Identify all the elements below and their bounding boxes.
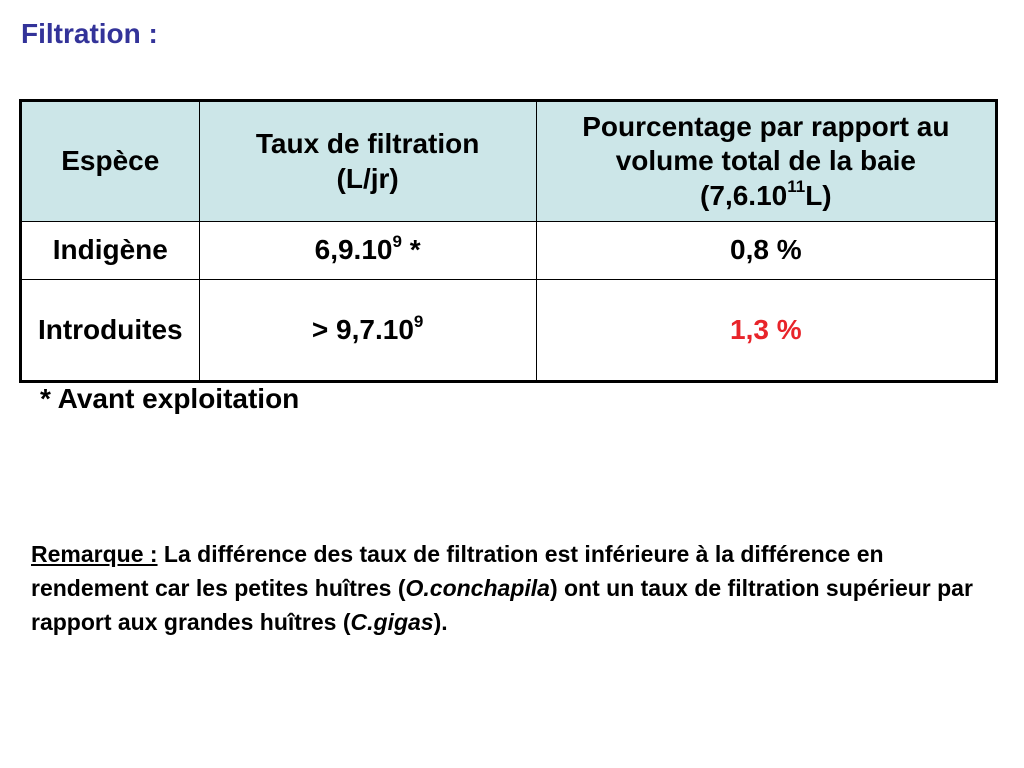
header-espece-label: Espèce xyxy=(61,145,160,177)
cell-taux xyxy=(199,280,536,382)
remark-text-3: ). xyxy=(433,609,448,635)
cell-taux-base: > 9,7.10 xyxy=(311,313,414,345)
remark-paragraph xyxy=(31,537,991,639)
cell-taux-suffix: * xyxy=(401,234,421,266)
cell-pourcentage xyxy=(536,222,996,280)
table-header-row xyxy=(21,101,997,222)
header-pct-line3-suffix: L) xyxy=(805,179,832,211)
cell-espece-text: Indigène xyxy=(52,234,168,266)
header-pourcentage xyxy=(536,101,996,222)
cell-pct-text: 0,8 % xyxy=(730,234,802,266)
cell-espece-text: Introduites xyxy=(37,313,183,345)
cell-pourcentage xyxy=(536,280,996,382)
remark-label: Remarque : xyxy=(31,541,158,567)
cell-taux-exponent: 9 xyxy=(392,232,402,252)
cell-taux xyxy=(199,222,536,280)
header-pct-line1: Pourcentage par rapport au xyxy=(582,111,950,143)
cell-taux-base: 6,9.10 xyxy=(314,234,393,266)
header-taux xyxy=(199,101,536,222)
header-espece xyxy=(21,101,200,222)
header-pct-line2: volume total de la baie xyxy=(615,145,916,177)
header-pct-line3-prefix: (7,6.10 xyxy=(700,179,788,211)
remark-species-1: O.conchapila xyxy=(405,575,550,601)
table-row xyxy=(21,222,997,280)
remark-text-1: La différence des taux de filtration est inférieure à la différence en rendement car les petites huîtres ( xyxy=(31,541,884,601)
filtration-table xyxy=(19,99,998,383)
page-title: Filtration : xyxy=(21,18,158,49)
header-taux-line1: Taux de filtration xyxy=(255,128,480,160)
header-taux-line2: (L/jr) xyxy=(336,162,399,194)
remark-species-2: C.gigas xyxy=(350,609,434,635)
table-row xyxy=(21,280,997,382)
cell-espece xyxy=(21,222,200,280)
remark-text-2: ) ont un taux de filtration supérieur par rapport aux grandes huîtres ( xyxy=(31,575,973,635)
cell-espece xyxy=(21,280,200,382)
header-pct-exponent: 11 xyxy=(787,177,806,197)
cell-pct-highlight: 1,3 % xyxy=(730,313,802,345)
footnote: * Avant exploitation xyxy=(40,383,300,414)
cell-taux-exponent: 9 xyxy=(413,311,424,331)
